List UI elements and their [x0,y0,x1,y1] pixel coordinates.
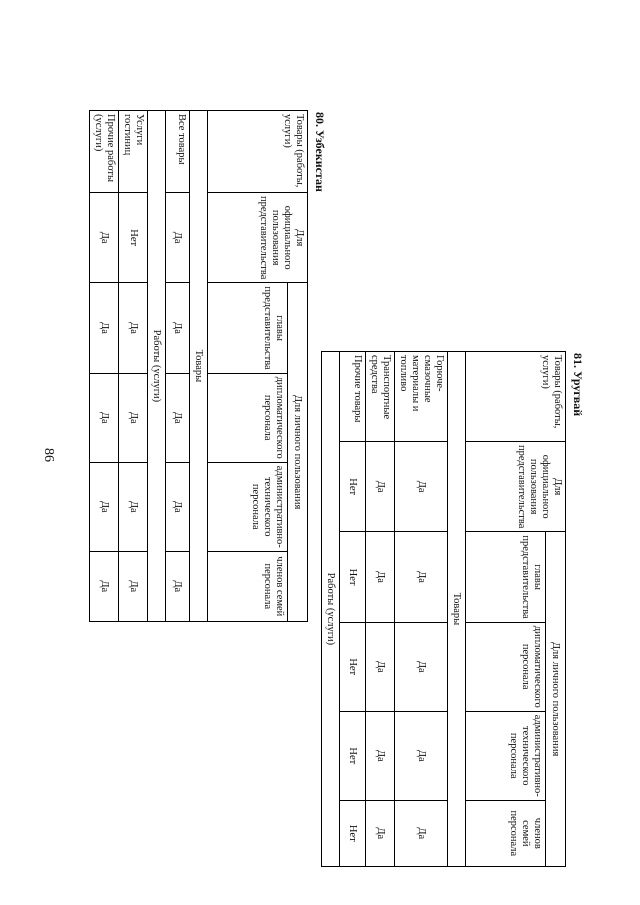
cell-admin: Да [366,711,395,800]
cell-admin: Да [166,462,190,551]
group-row [148,111,166,622]
table-row [90,111,119,622]
cell-diplomatic: Да [366,622,395,711]
cell-heads: Да [366,532,395,622]
header-family: членов семей персонала [208,551,288,621]
group-title: Товары [448,352,466,867]
header-heads: главы представительства [466,532,546,622]
table-row [340,352,366,867]
header-official: Для официального пользования представительства [208,193,308,283]
cell-diplomatic: Да [119,373,148,462]
cell-admin: Да [90,462,119,551]
cell-official: Да [166,193,190,283]
header-heads: главы представительства [208,283,288,373]
cell-admin: Да [119,462,148,551]
group-row [322,352,340,867]
customs-table-uruguay [321,351,566,867]
cell-family: Да [366,800,395,866]
cell-family: Да [166,551,190,621]
section-title: 80. Узбекистан [313,112,327,192]
section-uruguay [321,351,586,867]
header-official: Для официального пользования представительства [466,442,566,532]
cell-official: Да [90,193,119,283]
group-row [448,352,466,867]
header-admin: административно-технического персонала [466,711,546,800]
table-row [366,352,395,867]
cell-official: Нет [119,193,148,283]
table-header-row [288,111,308,622]
table-row [166,111,190,622]
cell-official: Да [395,442,448,532]
cell-official: Нет [340,442,366,532]
row-name: Все товары [166,111,190,193]
section-title: 81. Уругвай [571,353,585,417]
table-row [395,352,448,867]
row-name: Услуги гостиниц [119,111,148,193]
header-personal: Для личного пользования [288,283,308,621]
header-admin: административно-технического персонала [208,462,288,551]
cell-admin: Нет [340,711,366,800]
row-name: Прочие товары [340,352,366,442]
group-title: Работы (услуги) [148,111,166,622]
header-family: членов семей персонала [466,800,546,866]
header-diplomatic: дипломатического персонала [466,622,546,711]
header-goods: Товары (работы, услуги) [208,111,308,193]
page-number: 86 [41,448,56,462]
header-goods: Товары (работы, услуги) [466,352,566,442]
row-name: Горюче-смазочные материалы и топливо [395,352,448,442]
customs-table-uzbekistan [89,110,308,622]
cell-diplomatic: Да [166,373,190,462]
header-personal: Для личного пользования [546,532,566,866]
cell-diplomatic: Да [90,373,119,462]
cell-heads: Да [90,283,119,373]
table-header-row [546,352,566,867]
cell-heads: Да [166,283,190,373]
group-row [190,111,208,622]
section-uzbekistan [89,110,328,622]
row-name: Прочие работы (услуги) [90,111,119,193]
header-diplomatic: дипломатического персонала [208,373,288,462]
cell-admin: Да [395,711,448,800]
cell-diplomatic: Да [395,622,448,711]
cell-family: Нет [340,800,366,866]
cell-diplomatic: Нет [340,622,366,711]
cell-heads: Да [395,532,448,622]
cell-heads: Да [119,283,148,373]
row-name: Транспортные средства [366,352,395,442]
cell-family: Да [395,800,448,866]
cell-family: Да [90,551,119,621]
group-title: Работы (услуги) [322,352,340,867]
cell-family: Да [119,551,148,621]
cell-heads: Нет [340,532,366,622]
cell-official: Да [366,442,395,532]
table-row [119,111,148,622]
group-title: Товары [190,111,208,622]
